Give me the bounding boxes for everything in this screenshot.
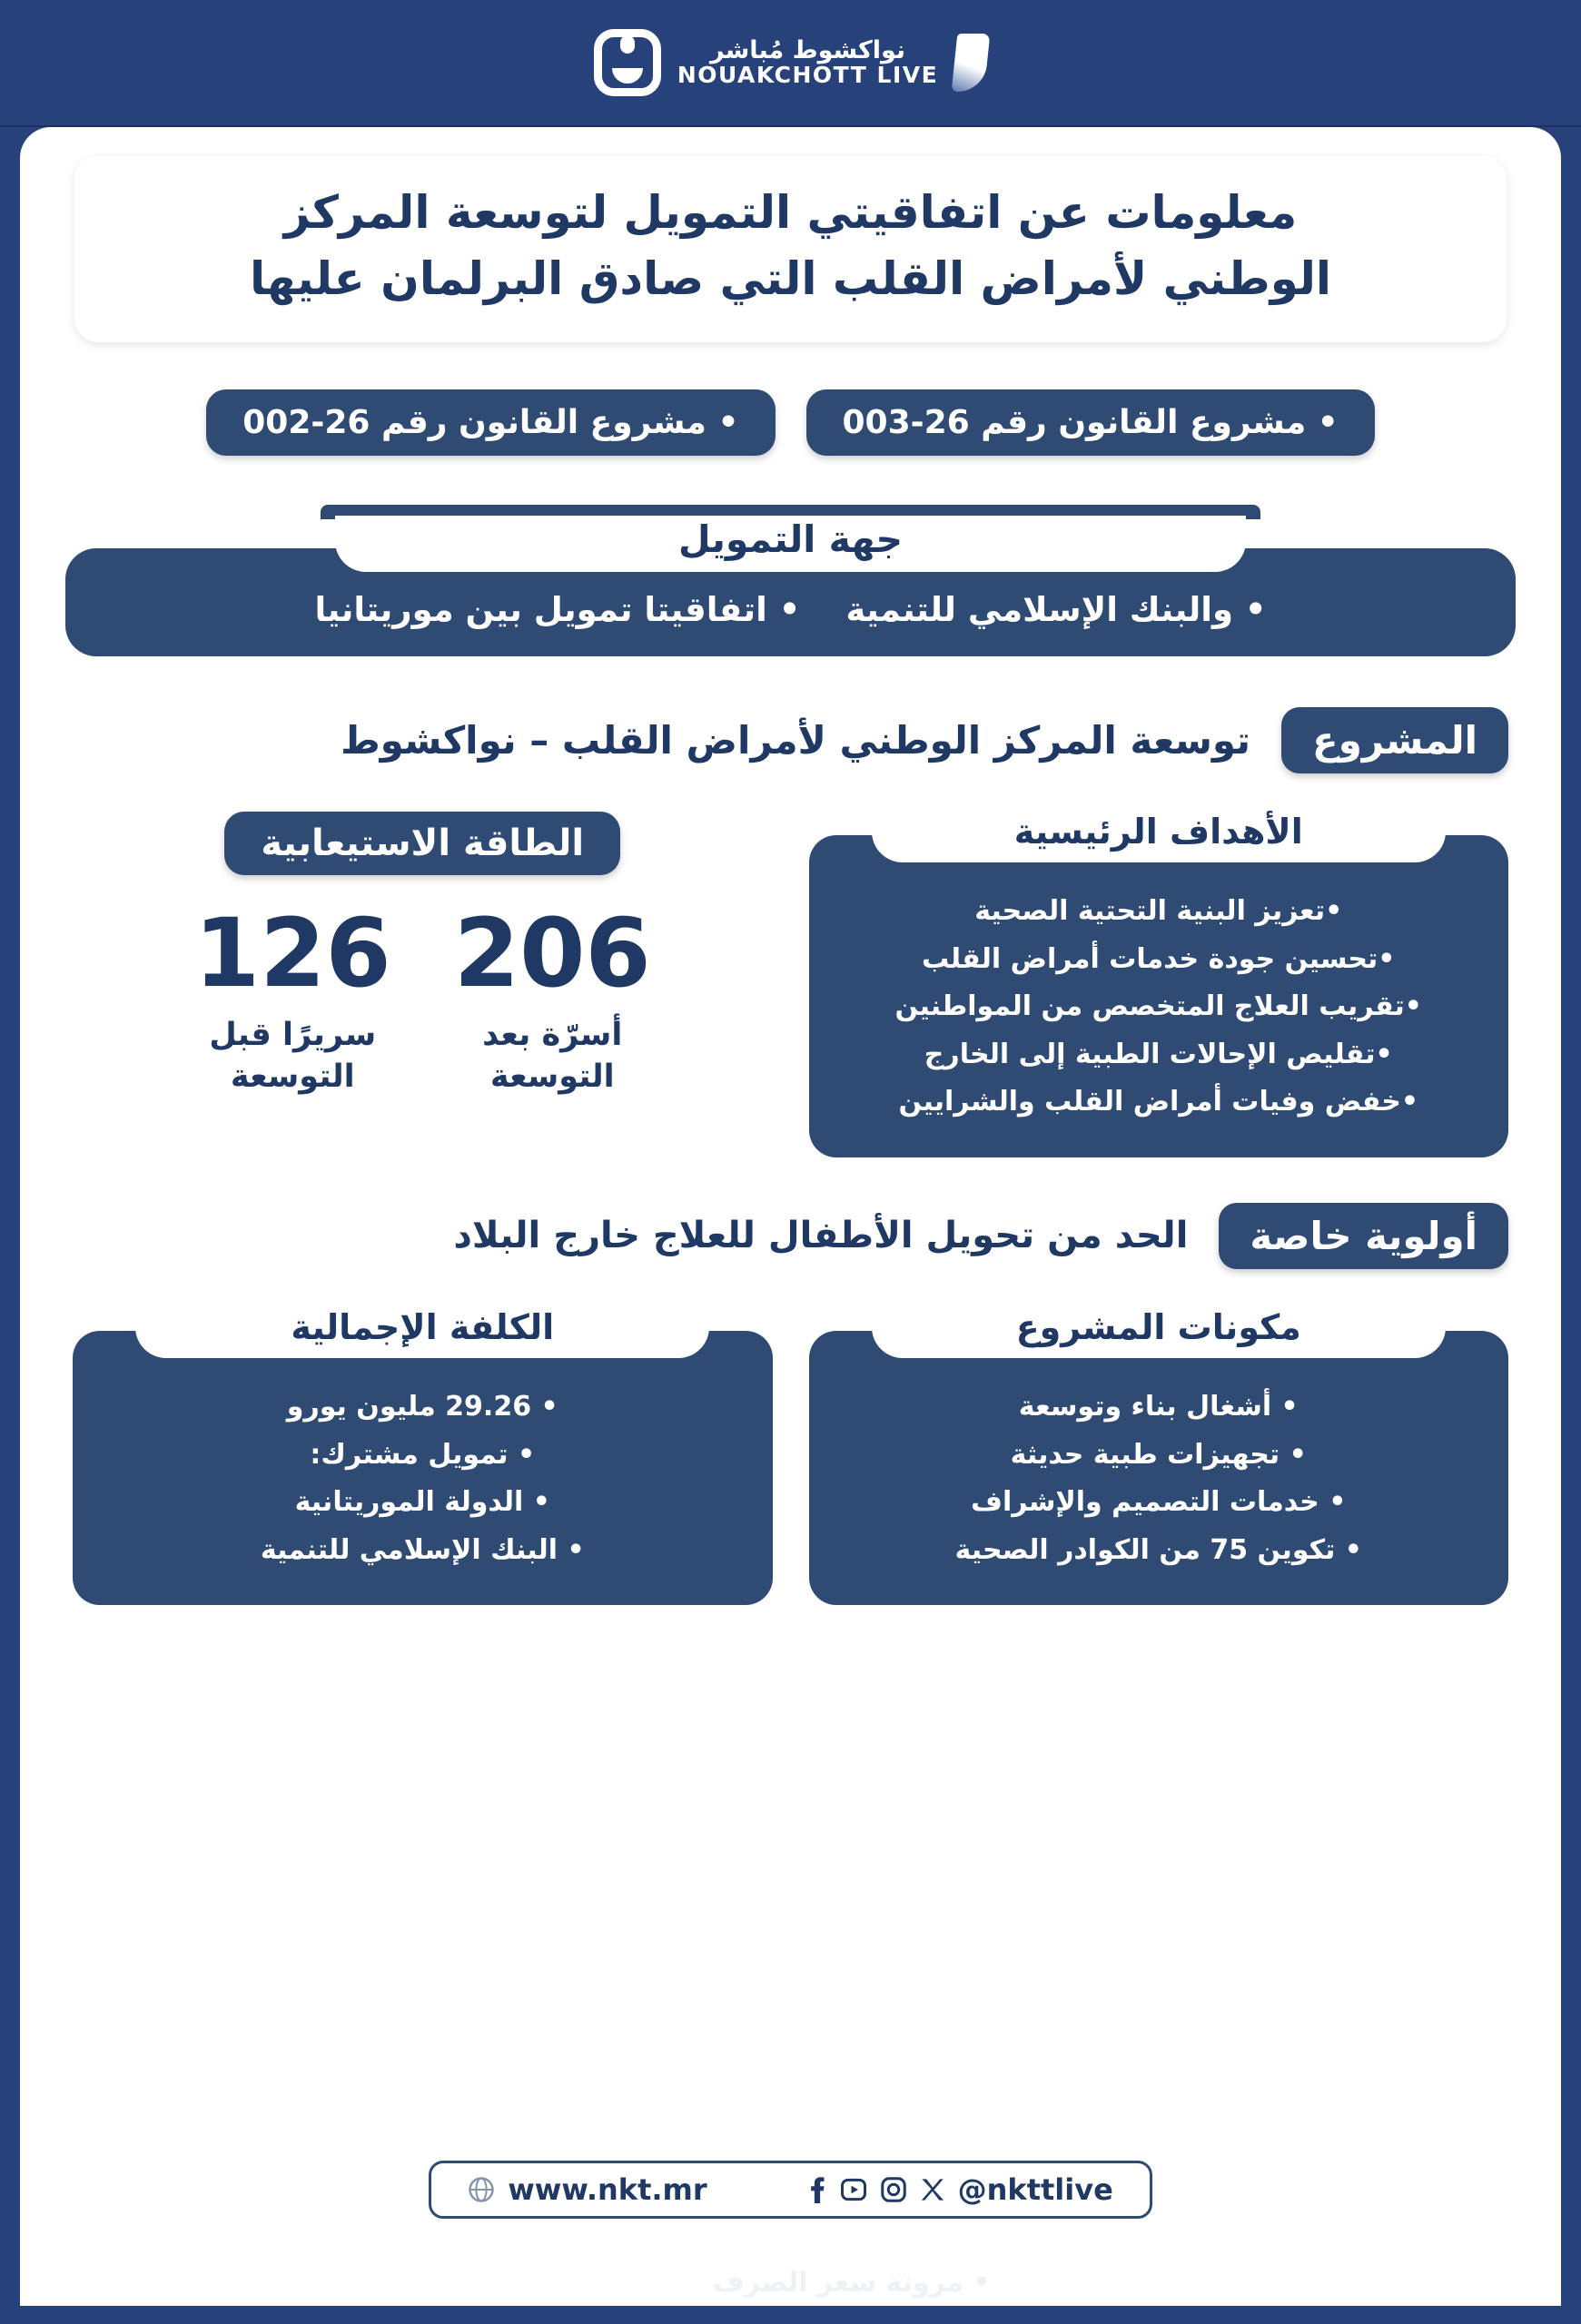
objectives-header-label: الأهداف الرئيسية xyxy=(1013,812,1303,852)
objectives-header xyxy=(872,812,1446,862)
logo-swoosh-icon xyxy=(952,34,991,92)
capacity-panel xyxy=(73,812,773,1098)
instagram-icon[interactable] xyxy=(880,2176,907,2203)
brand-name-arabic: نواكشوط مُباشر xyxy=(709,35,906,64)
objectives-panel xyxy=(809,812,1509,1157)
list-item: • تكوين 75 من الكوادر الصحية xyxy=(954,1533,1362,1566)
capacity-label-after: أسرّة بعد التوسعة xyxy=(482,1017,623,1095)
list-item: •خفض وفيات أمراض القلب والشرايين xyxy=(898,1086,1419,1118)
capacity-stats xyxy=(73,898,773,1098)
list-item: • خدمات التصميم والإشراف xyxy=(971,1486,1347,1519)
footer-website[interactable] xyxy=(468,2172,707,2207)
project-name: توسعة المركز الوطني لأمراض القلب – نواكشوط xyxy=(341,718,1250,763)
funding-header-label: جهة التمويل xyxy=(677,517,904,561)
components-header-label: مكونات المشروع xyxy=(1015,1306,1301,1347)
objectives-body xyxy=(809,835,1509,1157)
components-body xyxy=(809,1331,1509,1605)
footer-website-label: www.nkt.mr xyxy=(508,2172,707,2207)
capacity-badge: الطاقة الاستيعابية xyxy=(224,812,620,875)
footer-handle-label: @nkttlive xyxy=(957,2172,1113,2207)
list-item: •تحسين جودة خدمات أمراض القلب xyxy=(922,942,1396,975)
smiley-square-logo-icon xyxy=(594,29,661,96)
footer-social[interactable] xyxy=(807,2172,1113,2207)
logo-smile-shape xyxy=(612,68,643,84)
law-pill-row xyxy=(56,389,1525,456)
list-item: •تقريب العلاج المتخصص من المواطنين xyxy=(894,990,1422,1023)
capacity-value-before: 126 xyxy=(193,898,391,1009)
list-item: • تمويل مشترك: xyxy=(310,1438,536,1471)
funding-section xyxy=(56,505,1525,656)
content-card xyxy=(20,127,1561,2306)
footer xyxy=(20,2161,1561,2219)
law-pill-002: • مشروع القانون رقم 26-002 xyxy=(206,389,775,456)
capacity-objectives-row xyxy=(73,812,1508,1157)
list-item: • الدولة الموريتانية xyxy=(294,1486,550,1519)
cost-panel xyxy=(73,1307,773,1605)
funding-item-1: • والبنك الإسلامي للتنمية xyxy=(845,590,1267,629)
page-title xyxy=(74,156,1507,342)
priority-text: الحد من تحويل الأطفال للعلاج خارج البلاد xyxy=(453,1215,1189,1257)
title-line-1: معلومات عن اتفاقيتي التمويل لتوسعة المركز xyxy=(283,186,1298,239)
list-item: • أشغال بناء وتوسعة xyxy=(1018,1390,1299,1423)
cost-header xyxy=(135,1307,709,1358)
components-panel xyxy=(809,1307,1509,1605)
priority-badge: أولوية خاصة xyxy=(1219,1203,1508,1269)
globe-icon xyxy=(468,2176,495,2203)
project-row xyxy=(73,707,1508,773)
brand-name-english: NOUAKCHOTT LIVE xyxy=(677,62,939,89)
x-icon[interactable] xyxy=(920,2177,945,2202)
priority-row xyxy=(73,1203,1508,1269)
capacity-stat-before xyxy=(188,898,397,1098)
funding-item-0: • اتفاقيتا تمويل بين موريتانيا xyxy=(314,590,801,629)
capacity-value-after: 206 xyxy=(453,898,651,1009)
capacity-label-before: سريرًا قبل التوسعة xyxy=(209,1017,377,1095)
capacity-stat-after xyxy=(448,898,657,1098)
title-line-2: الوطني لأمراض القلب التي صادق البرلمان عليها xyxy=(249,251,1331,305)
logo-eye-shape xyxy=(620,35,635,54)
law-pill-003: • مشروع القانون رقم 26-003 xyxy=(806,389,1375,456)
list-item: • تجهيزات طبية حديثة xyxy=(1010,1438,1307,1471)
funding-header xyxy=(335,516,1246,572)
brand-header xyxy=(0,0,1581,127)
components-cost-row xyxy=(73,1307,1508,1605)
cost-header-label: الكلفة الإجمالية xyxy=(291,1306,555,1347)
components-header xyxy=(872,1307,1446,1358)
watermark-text: • مرونة سعر الصرف xyxy=(712,2267,991,2299)
list-item: •تقليص الإحالات الطبية إلى الخارج xyxy=(924,1038,1393,1070)
footer-bar xyxy=(429,2161,1152,2219)
list-item: • 29.26 مليون يورو xyxy=(286,1390,558,1423)
brand-wordmark xyxy=(677,35,939,89)
facebook-icon[interactable] xyxy=(807,2176,827,2203)
cost-body xyxy=(73,1331,773,1605)
project-badge: المشروع xyxy=(1281,707,1508,773)
list-item: • البنك الإسلامي للتنمية xyxy=(260,1533,585,1566)
list-item: •تعزيز البنية التحتية الصحية xyxy=(974,895,1343,927)
youtube-icon[interactable] xyxy=(840,2176,867,2203)
